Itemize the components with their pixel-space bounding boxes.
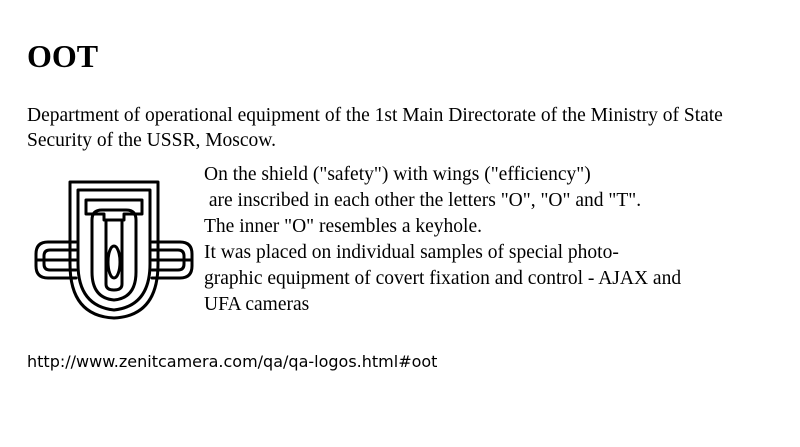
description-line: graphic equipment of covert fixation and control - AJAX and <box>204 268 682 289</box>
oot-emblem-icon <box>32 180 196 320</box>
description-line: The inner "O" resembles a keyhole. <box>204 216 482 237</box>
page-title: OOT <box>27 38 99 74</box>
description-line: UFA cameras <box>204 294 310 315</box>
intro-text: Department of operational equipment of the 1st Main Directorate of the Ministry of State Security of the USSR, Moscow. <box>27 105 723 151</box>
description-line: On the shield ("safety") with wings ("efficiency") <box>204 164 591 185</box>
emblem-description <box>204 162 794 318</box>
description-line: It was placed on individual samples of special photo- <box>204 242 619 263</box>
description-line: are inscribed in each other the letters "O", "O" and "T". <box>204 190 642 211</box>
source-link[interactable]: http://www.zenitcamera.com/qa/qa-logos.html#oot <box>27 352 438 371</box>
